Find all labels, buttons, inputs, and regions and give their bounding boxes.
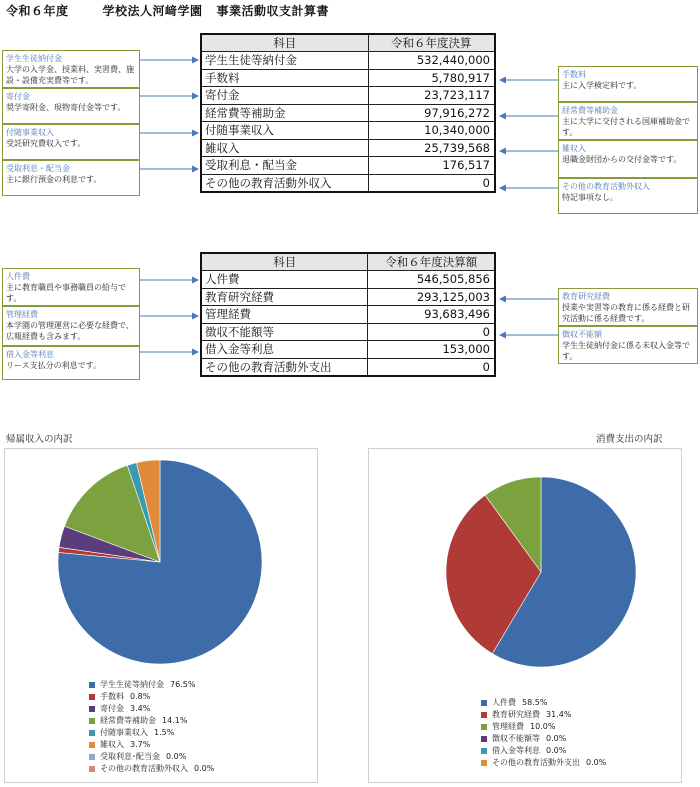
expense-legend-item-2 xyxy=(481,721,606,733)
income-legend-name-3: 経常費等補助金 xyxy=(100,716,156,725)
income-legend-swatch-6 xyxy=(89,754,95,760)
income-legend-item-0 xyxy=(89,679,214,691)
row-label: 管理経費 xyxy=(201,306,368,324)
expense-legend-item-0 xyxy=(481,697,606,709)
income-legend-swatch-3 xyxy=(89,718,95,724)
row-label: 借入金等利息 xyxy=(201,341,368,359)
expense-legend-swatch-3 xyxy=(481,736,487,742)
income-legend-percent-5: 3.7% xyxy=(130,740,151,749)
income-chart-panel xyxy=(4,448,318,783)
income-legend-name-7: その他の教育活動外収入 xyxy=(100,764,188,773)
row-label: 付随事業収入 xyxy=(201,122,368,140)
row-label: 徴収不能額等 xyxy=(201,323,368,341)
row-label: その他の教育活動外支出 xyxy=(201,358,368,376)
expense-legend xyxy=(481,697,606,769)
income-legend-swatch-7 xyxy=(89,766,95,772)
expense-legend-swatch-2 xyxy=(481,724,487,730)
expense-table-header xyxy=(201,253,495,271)
row-value: 546,505,856 xyxy=(368,271,495,289)
note-head: 手数料 xyxy=(562,70,586,79)
row-label: 受取利息・配当金 xyxy=(201,157,368,175)
note-body: リース支払分の利息です。 xyxy=(6,361,101,370)
row-value: 293,125,003 xyxy=(368,288,495,306)
note-body: 主に大学に交付される国庫補助金です。 xyxy=(562,117,690,137)
expense-legend-swatch-5 xyxy=(481,760,487,766)
income-legend-swatch-4 xyxy=(89,730,95,736)
income-legend-swatch-1 xyxy=(89,694,95,700)
income-legend-swatch-2 xyxy=(89,706,95,712)
table-row xyxy=(201,157,495,175)
expense-legend-swatch-1 xyxy=(481,712,487,718)
income-chart-title: 帰属収入の内訳 xyxy=(6,434,73,445)
row-value: 25,739,568 xyxy=(368,139,495,157)
income-legend-name-1: 手数料 xyxy=(100,692,124,701)
table-row xyxy=(201,323,495,341)
expense-legend-item-5 xyxy=(481,757,606,769)
row-value: 93,683,496 xyxy=(368,306,495,324)
expense-legend-percent-5: 0.0% xyxy=(586,758,607,767)
income-legend-item-2 xyxy=(89,703,214,715)
row-label: 経常費等補助金 xyxy=(201,104,368,122)
income-legend-item-3 xyxy=(89,715,214,727)
income-legend-percent-1: 0.8% xyxy=(130,692,151,701)
note-body: 大学の入学金、授業料、実習費、施設・設備充実費等です。 xyxy=(6,65,134,85)
expense-legend-swatch-0 xyxy=(481,700,487,706)
expense-legend-name-1: 教育研究経費 xyxy=(492,710,540,719)
row-value: 0 xyxy=(368,358,495,376)
table-row xyxy=(201,87,495,105)
expense-legend-item-3 xyxy=(481,733,606,745)
table-row xyxy=(201,104,495,122)
note-head: 管理経費 xyxy=(6,310,38,319)
note-head: 付随事業収入 xyxy=(6,128,54,137)
row-value: 97,916,272 xyxy=(368,104,495,122)
expense-legend-name-0: 人件費 xyxy=(492,698,516,707)
note-head: その他の教育活動外収入 xyxy=(562,182,650,191)
note-hojo xyxy=(558,102,698,140)
note-kyoiku xyxy=(558,288,698,326)
income-legend-percent-3: 14.1% xyxy=(162,716,188,725)
note-head: 教育研究経費 xyxy=(562,292,610,301)
note-body: 受託研究費収入です。 xyxy=(6,139,86,148)
expense-chart-panel xyxy=(368,448,682,783)
row-value: 0 xyxy=(368,174,495,192)
expense-table xyxy=(200,252,496,377)
income-col-value: 令和６年度決算 xyxy=(368,34,495,52)
row-label: 学生生徒等納付金 xyxy=(201,52,368,70)
note-body: 退職金財団からの交付金等です。 xyxy=(562,155,682,164)
row-label: その他の教育活動外収入 xyxy=(201,174,368,192)
note-tesuryo xyxy=(558,66,698,102)
income-legend-swatch-5 xyxy=(89,742,95,748)
row-value: 176,517 xyxy=(368,157,495,175)
income-legend-name-0: 学生生徒等納付金 xyxy=(100,680,164,689)
note-body: 本学園の管理運営に必要な経費で、広報経費も含みます。 xyxy=(6,321,134,341)
note-head: 学生生徒納付金 xyxy=(6,54,62,63)
row-label: 雑収入 xyxy=(201,139,368,157)
expense-legend-percent-1: 31.4% xyxy=(546,710,572,719)
income-table-header xyxy=(201,34,495,52)
table-row xyxy=(201,358,495,376)
expense-col-item: 科目 xyxy=(201,253,368,271)
table-row xyxy=(201,271,495,289)
note-kanri xyxy=(2,306,140,346)
table-row xyxy=(201,341,495,359)
income-legend-percent-0: 76.5% xyxy=(170,680,196,689)
row-label: 人件費 xyxy=(201,271,368,289)
expense-legend-name-5: その他の教育活動外支出 xyxy=(492,758,580,767)
income-legend-item-4 xyxy=(89,727,214,739)
row-value: 0 xyxy=(368,323,495,341)
income-legend-percent-6: 0.0% xyxy=(166,752,187,761)
expense-col-value: 令和６年度決算額 xyxy=(368,253,495,271)
note-fuzui xyxy=(2,124,140,160)
income-legend-percent-7: 0.0% xyxy=(194,764,215,773)
income-legend-percent-2: 3.4% xyxy=(130,704,151,713)
income-pie-chart xyxy=(5,449,317,669)
row-value: 10,340,000 xyxy=(368,122,495,140)
expense-chart-title: 消費支出の内訳 xyxy=(596,434,663,445)
expense-legend-name-2: 管理経費 xyxy=(492,722,524,731)
income-legend-name-6: 受取利息･配当金 xyxy=(100,752,160,761)
income-legend-name-4: 付随事業収入 xyxy=(100,728,148,737)
expense-pie-chart xyxy=(369,449,681,669)
expense-legend-item-1 xyxy=(481,709,606,721)
table-row xyxy=(201,306,495,324)
organization-name: 学校法人河﨑学園 xyxy=(102,4,203,18)
fiscal-year: 令和６年度 xyxy=(6,4,69,18)
expense-legend-name-4: 借入金等利息 xyxy=(492,746,540,755)
income-legend-item-7 xyxy=(89,763,214,775)
note-body: 奨学寄附金、現物寄付金等です。 xyxy=(6,103,126,112)
note-body: 主に教育職員や事務職員の給与です。 xyxy=(6,283,126,303)
note-head: 寄付金 xyxy=(6,92,30,101)
table-row xyxy=(201,174,495,192)
expense-legend-percent-4: 0.0% xyxy=(546,746,567,755)
row-label: 教育研究経費 xyxy=(201,288,368,306)
note-body: 主に銀行預金の利息です。 xyxy=(6,175,102,184)
expense-legend-item-4 xyxy=(481,745,606,757)
table-row xyxy=(201,52,495,70)
expense-legend-name-3: 徴収不能額等 xyxy=(492,734,540,743)
expense-legend-swatch-4 xyxy=(481,748,487,754)
note-body: 特記事項なし。 xyxy=(562,193,618,202)
note-jinken xyxy=(2,268,140,306)
table-row xyxy=(201,122,495,140)
note-head: 雑収入 xyxy=(562,144,586,153)
income-col-item: 科目 xyxy=(201,34,368,52)
statement-name: 事業活動収支計算書 xyxy=(216,4,330,18)
income-legend-name-5: 雑収入 xyxy=(100,740,124,749)
income-legend-item-5 xyxy=(89,739,214,751)
note-gakusei xyxy=(2,50,140,88)
table-row xyxy=(201,69,495,87)
income-legend-swatch-0 xyxy=(89,682,95,688)
note-head: 借入金等利息 xyxy=(6,350,54,359)
note-head: 人件費 xyxy=(6,272,30,281)
income-legend xyxy=(89,679,214,775)
note-head: 受取利息・配当金 xyxy=(6,164,70,173)
row-value: 5,780,917 xyxy=(368,69,495,87)
note-kifu xyxy=(2,88,140,124)
income-legend-item-6 xyxy=(89,751,214,763)
note-body: 授業や実習等の教育に係る経費と研究活動に係る経費です。 xyxy=(562,303,690,323)
note-zatsu xyxy=(558,140,698,178)
row-label: 寄付金 xyxy=(201,87,368,105)
row-label: 手数料 xyxy=(201,69,368,87)
income-legend-item-1 xyxy=(89,691,214,703)
note-body: 学生生徒納付金に係る未収入金等です。 xyxy=(562,341,690,361)
note-choshu xyxy=(558,326,698,364)
expense-legend-percent-2: 10.0% xyxy=(530,722,556,731)
row-value: 23,723,117 xyxy=(368,87,495,105)
note-risoku xyxy=(2,160,140,196)
expense-legend-percent-0: 58.5% xyxy=(522,698,548,707)
expense-legend-percent-3: 0.0% xyxy=(546,734,567,743)
income-table xyxy=(200,33,496,193)
note-head: 経常費等補助金 xyxy=(562,106,618,115)
row-value: 532,440,000 xyxy=(368,52,495,70)
row-value: 153,000 xyxy=(368,341,495,359)
table-row xyxy=(201,288,495,306)
income-legend-percent-4: 1.5% xyxy=(154,728,175,737)
note-body: 主に入学検定料です。 xyxy=(562,81,642,90)
note-sonota-in xyxy=(558,178,698,214)
note-head: 徴収不能額 xyxy=(562,330,602,339)
note-kariire xyxy=(2,346,140,380)
income-legend-name-2: 寄付金 xyxy=(100,704,124,713)
table-row xyxy=(201,139,495,157)
